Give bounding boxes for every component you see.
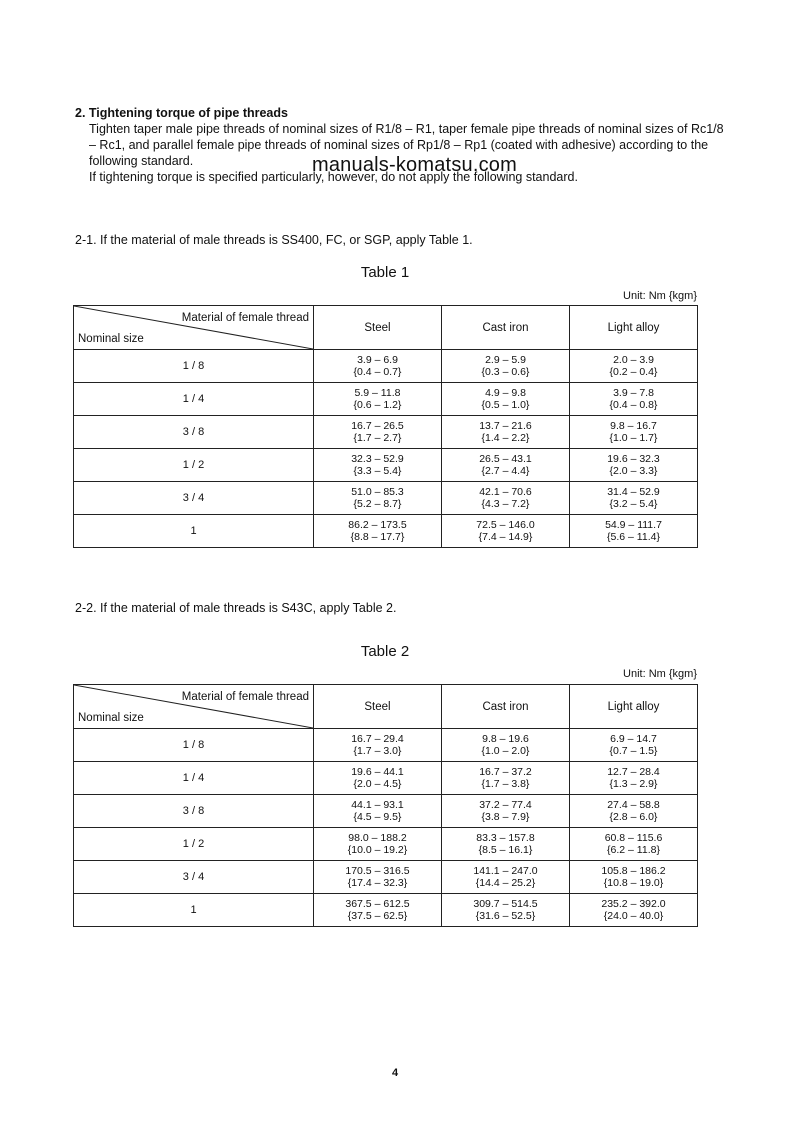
torque-kgm: {1.3 – 2.9} [609, 778, 658, 790]
torque-nm: 3.9 – 6.9 [357, 354, 398, 366]
torque-nm: 16.7 – 37.2 [479, 766, 532, 778]
torque-nm: 83.3 – 157.8 [476, 832, 535, 844]
column-header: Cast iron [442, 685, 570, 729]
torque-value-cell [442, 350, 570, 383]
column-header: Light alloy [570, 306, 698, 350]
table-row [74, 350, 698, 383]
torque-kgm: {1.0 – 1.7} [609, 432, 658, 444]
nominal-size-cell: 3 / 8 [74, 795, 314, 828]
column-header: Steel [314, 685, 442, 729]
nominal-size-cell: 1 / 8 [74, 729, 314, 762]
table1-caption: Table 1 [360, 264, 410, 281]
table-row [74, 515, 698, 548]
torque-nm: 3.9 – 7.8 [613, 387, 654, 399]
torque-value-cell [442, 416, 570, 449]
table-row [74, 894, 698, 927]
table2-caption: Table 2 [360, 643, 410, 660]
torque-kgm: {0.3 – 0.6} [481, 366, 530, 378]
diagonal-header-cell [74, 306, 314, 350]
nominal-size-cell: 1 / 4 [74, 762, 314, 795]
torque-table-1 [73, 305, 698, 548]
nominal-size-cell: 1 / 4 [74, 383, 314, 416]
torque-nm: 9.8 – 19.6 [482, 733, 529, 745]
torque-value-cell [314, 894, 442, 927]
torque-value-cell [442, 449, 570, 482]
torque-kgm: {4.3 – 7.2} [481, 498, 530, 510]
table-row [74, 762, 698, 795]
intro-paragraph: Tighten taper male pipe threads of nominal sizes of R1/8 – R1, taper female pipe threads of nominal sizes of Rc1/8 – Rc1, and parallel female pipe threads of nominal sizes of Rp1/8 – Rp1 (coated with adhesive) according to the following standard. [89, 122, 724, 168]
torque-nm: 235.2 – 392.0 [601, 898, 666, 910]
nominal-size-cell: 1 / 2 [74, 449, 314, 482]
torque-value-cell [314, 482, 442, 515]
torque-kgm: {14.4 – 25.2} [475, 877, 536, 889]
nominal-size-cell: 3 / 4 [74, 482, 314, 515]
torque-value-cell [570, 894, 698, 927]
torque-nm: 54.9 – 111.7 [605, 519, 662, 531]
torque-nm: 19.6 – 32.3 [607, 453, 660, 465]
torque-value-cell [442, 861, 570, 894]
torque-value-cell [442, 894, 570, 927]
diagonal-header-cell [74, 685, 314, 729]
table-row [74, 861, 698, 894]
torque-value-cell [570, 383, 698, 416]
section-title: 2. Tightening torque of pipe threads [75, 106, 288, 120]
torque-value-cell [314, 762, 442, 795]
torque-nm: 4.9 – 9.8 [485, 387, 526, 399]
torque-kgm: {5.2 – 8.7} [353, 498, 402, 510]
torque-kgm: {8.8 – 17.7} [350, 531, 405, 543]
torque-value-cell [570, 350, 698, 383]
torque-nm: 12.7 – 28.4 [607, 766, 660, 778]
torque-kgm: {0.6 – 1.2} [353, 399, 402, 411]
torque-nm: 37.2 – 77.4 [479, 799, 532, 811]
torque-kgm: {17.4 – 32.3} [347, 877, 408, 889]
torque-nm: 44.1 – 93.1 [351, 799, 404, 811]
torque-kgm: {10.8 – 19.0} [603, 877, 664, 889]
torque-nm: 16.7 – 29.4 [351, 733, 404, 745]
nominal-size-cell: 3 / 8 [74, 416, 314, 449]
column-header: Light alloy [570, 685, 698, 729]
torque-nm: 13.7 – 21.6 [479, 420, 532, 432]
torque-kgm: {0.4 – 0.8} [609, 399, 658, 411]
torque-value-cell [442, 383, 570, 416]
table-row [74, 795, 698, 828]
torque-value-cell [314, 416, 442, 449]
torque-kgm: {4.5 – 9.5} [353, 811, 402, 823]
torque-kgm: {2.8 – 6.0} [609, 811, 658, 823]
torque-kgm: {3.2 – 5.4} [609, 498, 658, 510]
nominal-size-cell: 1 / 2 [74, 828, 314, 861]
torque-nm: 26.5 – 43.1 [479, 453, 532, 465]
torque-kgm: {0.2 – 0.4} [609, 366, 658, 378]
subsection-2-1: 2-1. If the material of male threads is SS400, FC, or SGP, apply Table 1. [75, 233, 473, 247]
table-row [74, 482, 698, 515]
torque-kgm: {0.5 – 1.0} [481, 399, 530, 411]
nominal-size-header: Nominal size [78, 712, 144, 724]
torque-table-2 [73, 684, 698, 927]
nominal-size-cell: 3 / 4 [74, 861, 314, 894]
torque-kgm: {6.2 – 11.8} [607, 844, 660, 856]
header-row [74, 685, 698, 729]
torque-kgm: {1.4 – 2.2} [481, 432, 530, 444]
nominal-size-header: Nominal size [78, 333, 144, 345]
torque-value-cell [314, 449, 442, 482]
torque-kgm: {1.7 – 3.0} [353, 745, 402, 757]
torque-value-cell [314, 729, 442, 762]
torque-kgm: {37.5 – 62.5} [347, 910, 408, 922]
torque-value-cell [442, 828, 570, 861]
torque-value-cell [314, 861, 442, 894]
nominal-size-cell: 1 / 8 [74, 350, 314, 383]
female-thread-header: Material of female thread [181, 312, 309, 324]
torque-kgm: {31.6 – 52.5} [475, 910, 536, 922]
torque-value-cell [314, 795, 442, 828]
torque-value-cell [314, 828, 442, 861]
torque-value-cell [442, 482, 570, 515]
torque-nm: 98.0 – 188.2 [348, 832, 407, 844]
torque-nm: 2.0 – 3.9 [613, 354, 654, 366]
torque-nm: 31.4 – 52.9 [607, 486, 660, 498]
torque-value-cell [570, 482, 698, 515]
torque-value-cell [570, 795, 698, 828]
torque-nm: 60.8 – 115.6 [604, 832, 663, 844]
torque-kgm: {1.7 – 2.7} [353, 432, 402, 444]
torque-nm: 141.1 – 247.0 [473, 865, 538, 877]
female-thread-header: Material of female thread [181, 691, 309, 703]
subsection-2-2: 2-2. If the material of male threads is S43C, apply Table 2. [75, 601, 397, 615]
page-number: 4 [391, 1067, 399, 1079]
table-row [74, 383, 698, 416]
torque-nm: 16.7 – 26.5 [351, 420, 404, 432]
torque-kgm: {2.0 – 3.3} [609, 465, 658, 477]
torque-kgm: {7.4 – 14.9} [478, 531, 533, 543]
table-row [74, 828, 698, 861]
watermark: manuals-komatsu.com [312, 154, 517, 176]
header-row [74, 306, 698, 350]
nominal-size-cell: 1 [74, 894, 314, 927]
torque-kgm: {2.0 – 4.5} [353, 778, 402, 790]
torque-nm: 51.0 – 85.3 [351, 486, 404, 498]
torque-nm: 72.5 – 146.0 [476, 519, 535, 531]
torque-nm: 19.6 – 44.1 [351, 766, 404, 778]
torque-kgm: {2.7 – 4.4} [481, 465, 530, 477]
torque-nm: 32.3 – 52.9 [351, 453, 404, 465]
torque-value-cell [570, 861, 698, 894]
torque-nm: 105.8 – 186.2 [601, 865, 666, 877]
torque-value-cell [442, 762, 570, 795]
torque-value-cell [570, 729, 698, 762]
torque-kgm: {0.4 – 0.7} [353, 366, 402, 378]
torque-nm: 367.5 – 612.5 [345, 898, 410, 910]
torque-kgm: {3.3 – 5.4} [353, 465, 402, 477]
torque-value-cell [570, 828, 698, 861]
nominal-size-cell: 1 [74, 515, 314, 548]
torque-nm: 9.8 – 16.7 [610, 420, 657, 432]
note-paragraph: If tightening torque is specified particularly, however, do not apply the following standard. [89, 170, 578, 184]
torque-kgm: {1.0 – 2.0} [481, 745, 530, 757]
torque-value-cell [570, 515, 698, 548]
torque-kgm: {1.7 – 3.8} [481, 778, 530, 790]
torque-nm: 6.9 – 14.7 [610, 733, 657, 745]
column-header: Cast iron [442, 306, 570, 350]
table-row [74, 416, 698, 449]
torque-value-cell [442, 515, 570, 548]
table-row [74, 449, 698, 482]
torque-value-cell [570, 762, 698, 795]
torque-nm: 5.9 – 11.8 [354, 387, 401, 399]
torque-value-cell [442, 795, 570, 828]
torque-value-cell [314, 515, 442, 548]
torque-nm: 86.2 – 173.5 [348, 519, 407, 531]
torque-value-cell [570, 449, 698, 482]
torque-value-cell [314, 383, 442, 416]
torque-nm: 170.5 – 316.5 [345, 865, 410, 877]
table-row [74, 729, 698, 762]
torque-value-cell [442, 729, 570, 762]
torque-kgm: {3.8 – 7.9} [481, 811, 530, 823]
torque-value-cell [570, 416, 698, 449]
torque-kgm: {0.7 – 1.5} [609, 745, 658, 757]
table2-unit: Unit: Nm {kgm} [623, 668, 697, 680]
torque-nm: 309.7 – 514.5 [473, 898, 538, 910]
torque-value-cell [314, 350, 442, 383]
torque-kgm: {5.6 – 11.4} [607, 531, 660, 543]
torque-nm: 42.1 – 70.6 [479, 486, 532, 498]
table1-unit: Unit: Nm {kgm} [623, 290, 697, 302]
torque-kgm: {8.5 – 16.1} [478, 844, 533, 856]
torque-nm: 27.4 – 58.8 [607, 799, 660, 811]
torque-kgm: {24.0 – 40.0} [603, 910, 664, 922]
torque-kgm: {10.0 – 19.2} [347, 844, 408, 856]
torque-nm: 2.9 – 5.9 [485, 354, 526, 366]
column-header: Steel [314, 306, 442, 350]
